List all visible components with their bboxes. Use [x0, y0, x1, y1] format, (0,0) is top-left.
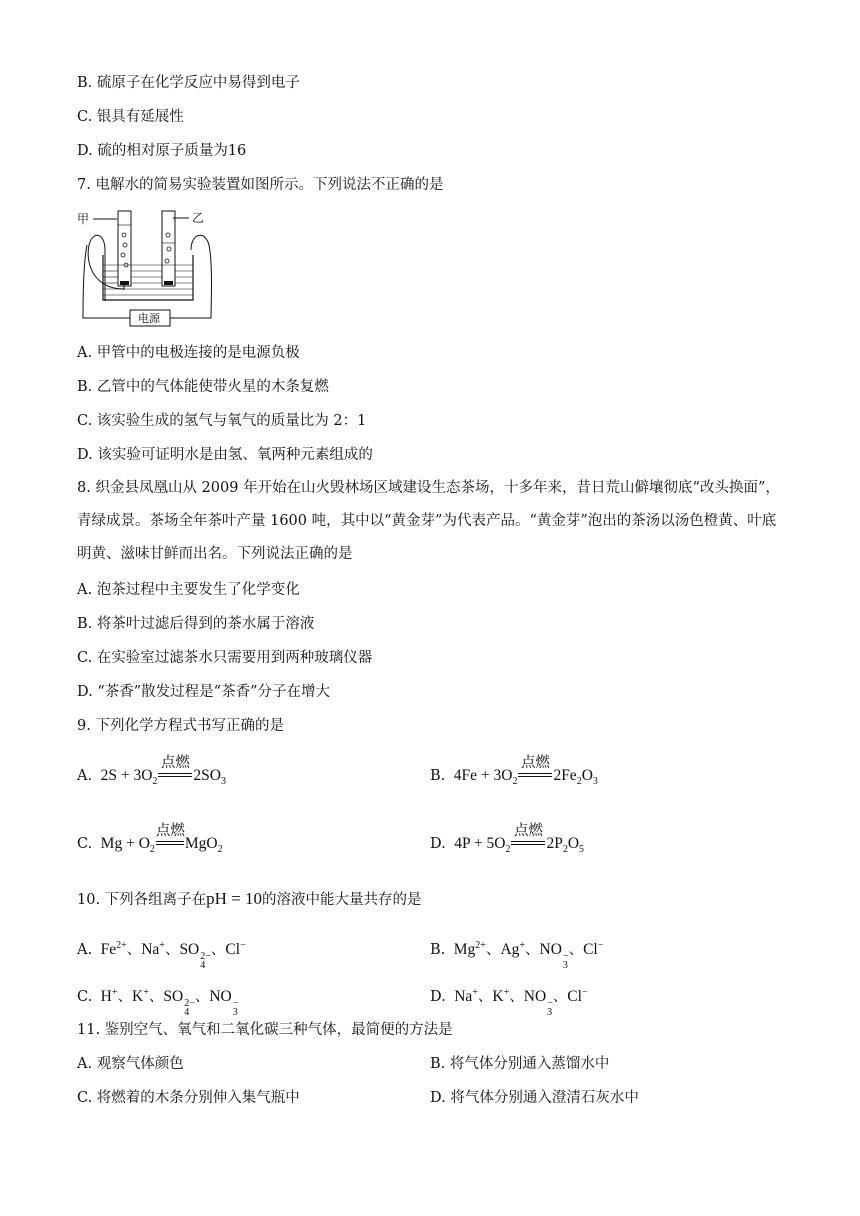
q10-option-d-letter: D.	[430, 989, 446, 1006]
q8-option-a: A. 泡茶过程中主要发生了化学变化	[77, 582, 300, 598]
q10-stem-ph: pH = 10	[206, 889, 263, 908]
q6-option-d: D. 硫的相对原子质量为16	[77, 143, 247, 159]
q10-stem-pre: 10. 下列各组离子在	[77, 892, 207, 908]
q9-option-a: A. $2S + 3O_2$ 点燃 $2SO_3$	[77, 755, 226, 788]
q11-stem: 11. 鉴别空气、氧气和二氧化碳三种气体，最简便的方法是	[77, 1022, 453, 1038]
q10-option-c: C. H+、K+、SO 2− 4 、NO − 3	[77, 987, 239, 1019]
q9-condition-d: 点燃	[513, 823, 543, 839]
q11-option-d: D. 将气体分别通入澄清石灰水中	[430, 1090, 639, 1106]
q10-option-c-letter: C.	[77, 989, 93, 1006]
q9-stem: 9. 下列化学方程式书写正确的是	[77, 718, 284, 734]
q10-option-a-letter: A.	[77, 942, 93, 959]
q9-option-d-letter: D.	[430, 836, 446, 852]
q11-option-c: C. 将燃着的木条分别伸入集气瓶中	[77, 1090, 300, 1106]
q7-option-b: B. 乙管中的气体能使带火星的木条复燃	[77, 379, 329, 395]
q10-stem-post: 的溶液中能大量共存的是	[262, 892, 422, 908]
q11-option-b: B. 将气体分别通入蒸馏水中	[430, 1056, 610, 1072]
q8-stem: 8. 织金县凤凰山从 2009 年开始在山火毁林场区域建设生态茶场，十多年来，昔日荒山僻壤彻底“改头换面”，青绿成景。茶场全年茶叶产量 1600 吨，其中以“黄金芽”为代表产品。“黄金芽”泡出的茶汤以汤色橙黄、叶底明黄、滋味甘鲜而出名。下列说法正确的是	[77, 480, 780, 562]
electrolysis-apparatus-figure	[75, 205, 225, 330]
q9-option-c: C. $Mg + O_2$ 点燃 MgO$_2$	[77, 823, 223, 856]
q10-option-b: B. $Mg^{2+}$、Ag+、NO − 3 、Cl−	[430, 940, 604, 972]
q10-option-d: D. Na+、K+、NO − 3 、Cl−	[430, 987, 588, 1019]
q10-option-b-letter: B.	[430, 942, 446, 959]
q9-condition-b: 点燃	[520, 755, 550, 771]
q9-option-d: D. $4P + 5O_2$ 点燃 $2P_2O_5$	[430, 823, 585, 856]
q6-option-c: C. 银具有延展性	[77, 109, 184, 125]
q7-option-a: A. 甲管中的电极连接的是电源负极	[77, 345, 300, 361]
q11-option-a: A. 观察气体颜色	[77, 1056, 184, 1072]
q9-condition-a: 点燃	[160, 755, 190, 771]
q10-option-a: A. $Fe^{2+}$、Na+、SO 2− 4 、Cl−	[77, 940, 246, 972]
q7-option-d: D. 该实验可证明水是由氢、氧两种元素组成的	[77, 447, 373, 463]
figure-label-yi: 乙	[192, 211, 205, 225]
q9-option-b-letter: B.	[430, 768, 446, 784]
q6-option-b: B. 硫原子在化学反应中易得到电子	[77, 75, 300, 91]
figure-power-label: 电源	[138, 312, 160, 325]
figure-label-jia: 甲	[77, 212, 90, 226]
q8-option-d: D. “茶香”散发过程是“茶香”分子在增大	[77, 684, 330, 700]
q9-condition-c: 点燃	[155, 823, 185, 839]
q9-option-b: B. $4Fe + 3O_2$ 点燃 $2Fe_2O_3$	[430, 755, 598, 788]
q7-stem: 7. 电解水的简易实验装置如图所示。下列说法不正确的是	[77, 177, 444, 193]
q8-option-b: B. 将茶叶过滤后得到的茶水属于溶液	[77, 616, 315, 632]
q9-option-c-letter: C.	[77, 836, 93, 852]
q7-option-c: C. 该实验生成的氢气与氧气的质量比为 2：1	[77, 413, 367, 429]
q9-option-a-letter: A.	[77, 768, 93, 784]
q10-stem	[77, 889, 422, 910]
q8-option-c: C. 在实验室过滤茶水只需要用到两种玻璃仪器	[77, 650, 373, 666]
